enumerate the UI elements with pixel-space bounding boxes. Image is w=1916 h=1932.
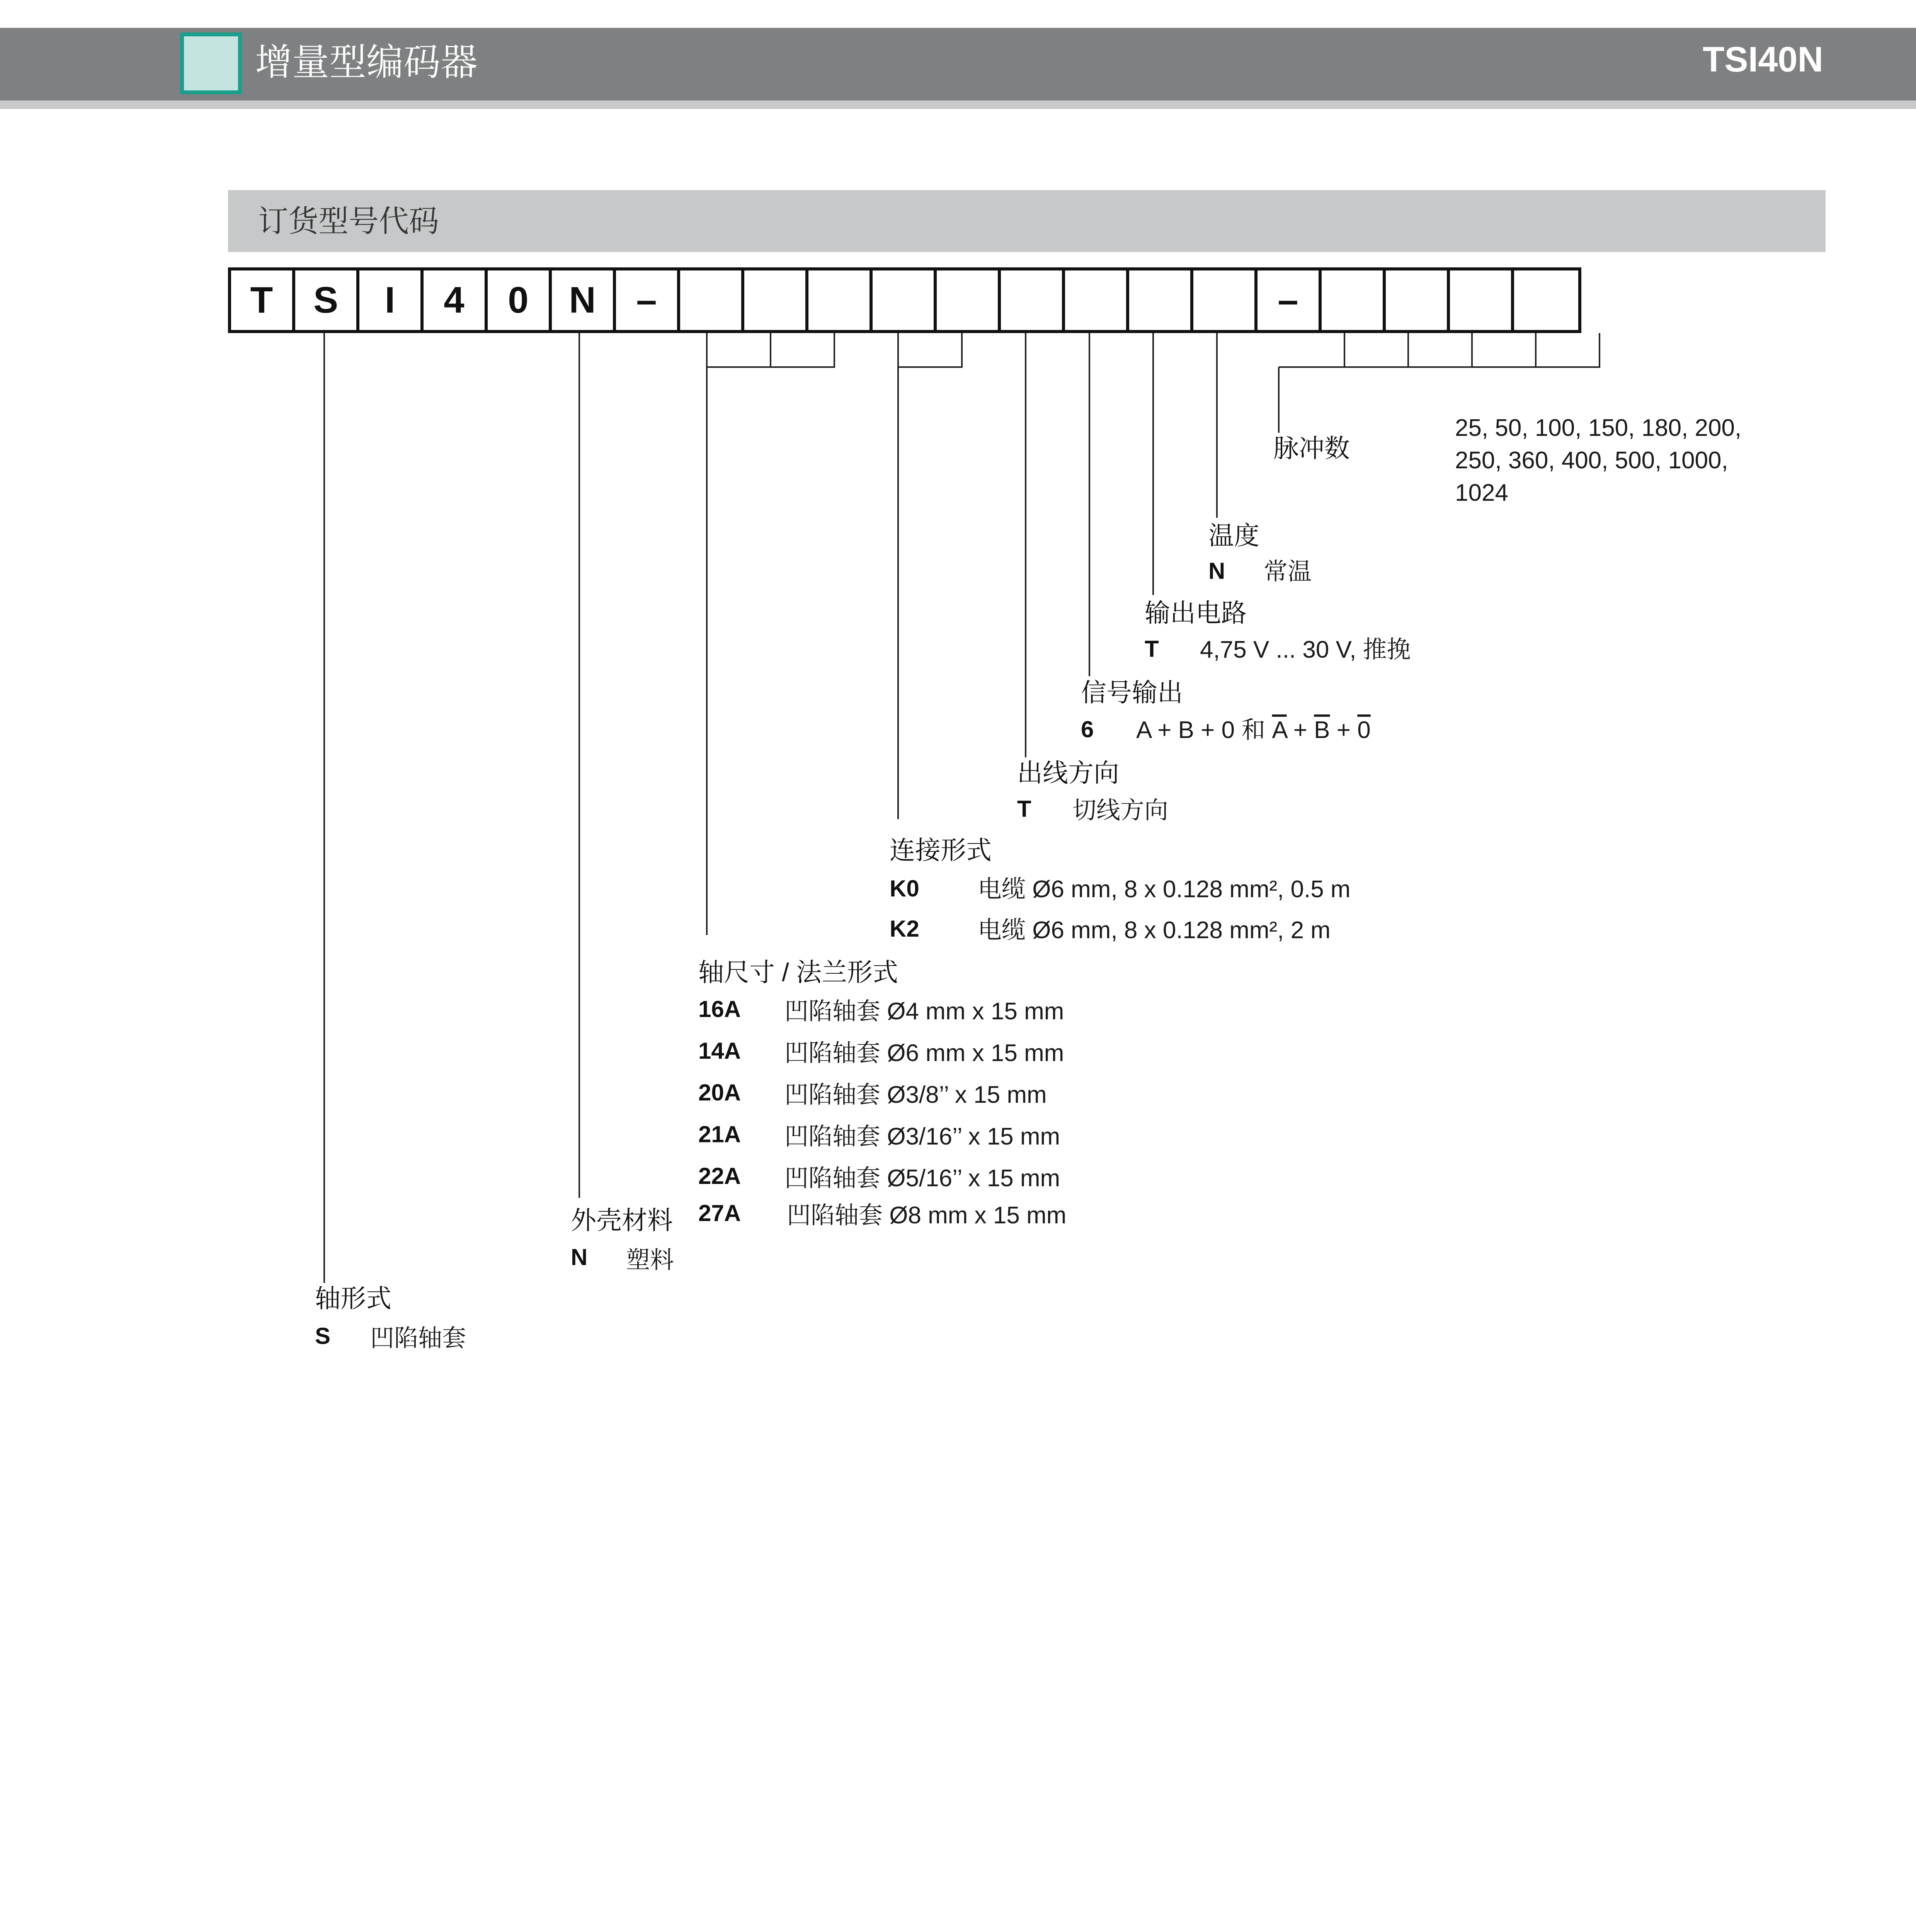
shaft-label: 轴形式 (315, 1284, 391, 1313)
temperature-label: 温度 (1208, 521, 1259, 550)
shaft-flange-code: 21A (698, 1121, 741, 1147)
housing-desc: 塑料 (626, 1247, 674, 1274)
temperature-code: N (1208, 558, 1225, 584)
product-code: TSI40N (1703, 40, 1823, 79)
shaft-flange-desc: 凹陷轴套 Ø8 mm x 15 mm (787, 1202, 1067, 1229)
shaft-flange-code: 27A (698, 1200, 741, 1226)
code-box: – (1257, 270, 1322, 330)
page-title: 增量型编码器 (255, 42, 478, 83)
housing-code: N (571, 1244, 588, 1270)
output-circuit-label: 输出电路 (1145, 599, 1247, 627)
cable-direction-desc: 切线方向 (1072, 797, 1169, 824)
code-box: T (231, 270, 295, 330)
connection-code: K0 (890, 876, 919, 901)
pulses-values-line3: 1024 (1455, 480, 1508, 506)
shaft-desc: 凹陷轴套 (370, 1325, 466, 1352)
shaft-flange-desc: 凹陷轴套 Ø4 mm x 15 mm (784, 998, 1064, 1025)
shaft-flange-code: 20A (698, 1080, 741, 1105)
shaft-flange-desc: 凹陷轴套 Ø5/16’’ x 15 mm (784, 1165, 1060, 1192)
code-box: 0 (488, 270, 552, 330)
section-title: 订货型号代码 (258, 204, 439, 238)
signal-output-desc: A + B + 0 和 $\overline{A} + \overline{B} + 0$ (1136, 717, 1371, 743)
shaft-flange-code: 22A (698, 1163, 741, 1189)
signal-output-label: 信号输出 (1081, 678, 1183, 707)
code-box: – (616, 270, 680, 330)
shaft-code: S (315, 1323, 331, 1349)
shaft-flange-code: 14A (698, 1038, 741, 1064)
output-circuit-code: T (1145, 636, 1159, 662)
shaft-flange-label: 轴尺寸 / 法兰形式 (698, 958, 898, 986)
code-box: S (295, 270, 359, 330)
pulses-values-line2: 250, 360, 400, 500, 1000, (1455, 447, 1728, 474)
connection-label: 连接形式 (890, 836, 992, 864)
code-box: I (359, 270, 424, 330)
connection-code: K2 (890, 916, 919, 942)
shaft-flange-code: 16A (698, 996, 741, 1022)
pulses-values-line1: 25, 50, 100, 150, 180, 200, (1455, 415, 1742, 441)
shaft-flange-desc: 凹陷轴套 Ø3/8’’ x 15 mm (784, 1082, 1047, 1108)
connection-desc: 电缆 Ø6 mm, 8 x 0.128 mm², 0.5 m (978, 876, 1351, 903)
temperature-desc: 常温 (1264, 558, 1312, 585)
output-circuit-desc: 4,75 V ... 30 V, 推挽 (1200, 636, 1411, 663)
code-box: N (552, 270, 616, 330)
signal-output-code: 6 (1081, 716, 1094, 742)
pulses-label: 脉冲数 (1273, 434, 1350, 463)
code-box: 4 (424, 270, 488, 330)
cable-direction-label: 出线方向 (1017, 759, 1119, 787)
housing-label: 外壳材料 (571, 1206, 673, 1235)
shaft-flange-desc: 凹陷轴套 Ø6 mm x 15 mm (784, 1040, 1064, 1066)
connection-desc: 电缆 Ø6 mm, 8 x 0.128 mm², 2 m (978, 917, 1331, 944)
shaft-flange-desc: 凹陷轴套 Ø3/16’’ x 15 mm (784, 1123, 1060, 1150)
cable-direction-code: T (1017, 796, 1031, 822)
